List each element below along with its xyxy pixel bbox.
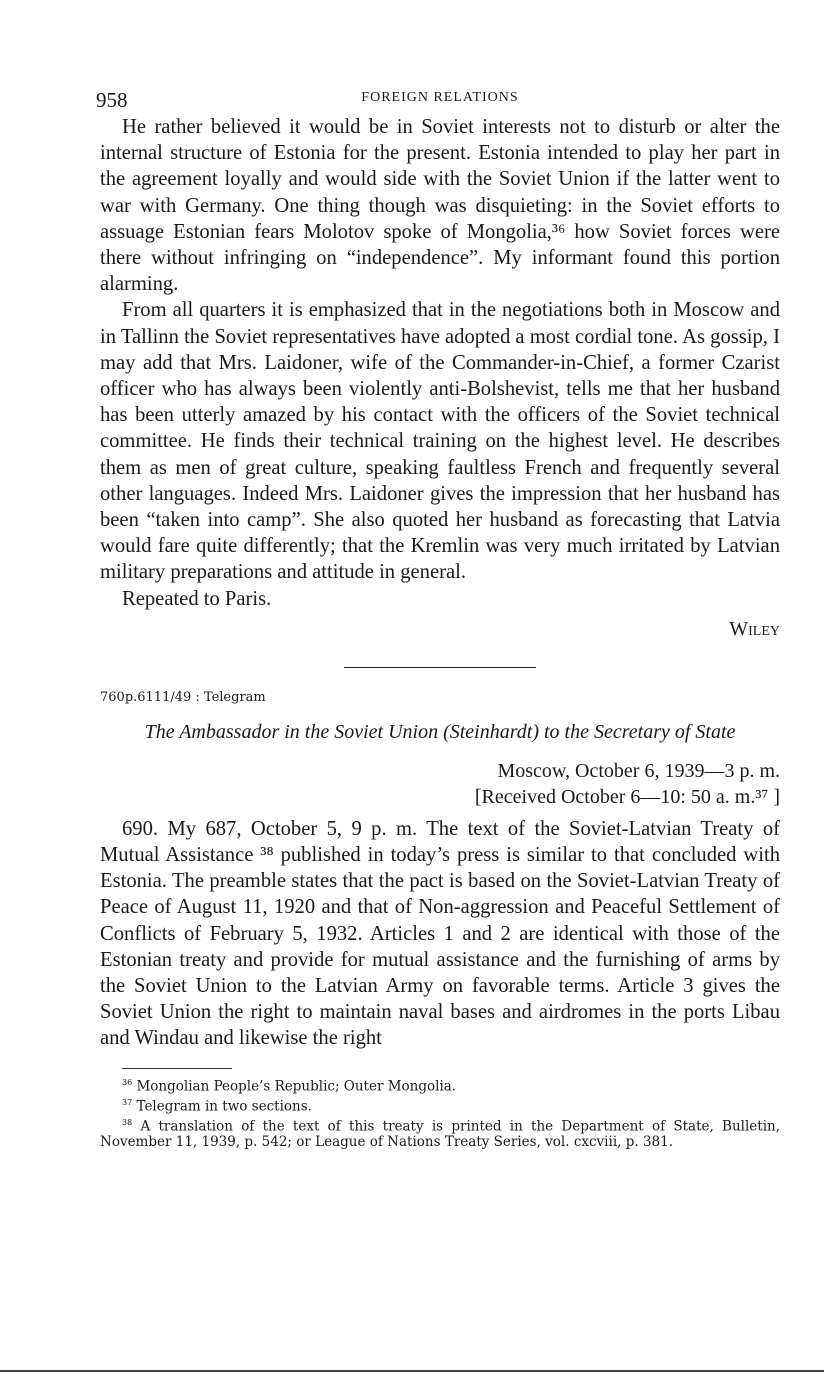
footnotes bbox=[100, 1075, 780, 1151]
footnote-text: Telegram in two sections. bbox=[136, 1098, 312, 1115]
paragraph: 690. My 687, October 5, 9 p. m. The text of the Soviet-Latvian Treaty of Mutual Assistance ³⁸ published in today’s press is similar to that concluded with Estonia. The preamble states that the pact is based on the Soviet-Latvian Treaty of Peace of August 11, 1920 and that of Non-aggression and Peaceful Settlement of Conflicts of February 5, 1932. Articles 1 and 2 are identical with those of the Estonian treaty and provide for mutual assistance and the furnishing of arms by the Soviet Union to the Latvian Army on favorable terms. Article 3 gives the Soviet Union the right to maintain naval bases and airdromes in the ports Libau and Windau and likewise the right bbox=[100, 817, 780, 1050]
document-title: The Ambassador in the Soviet Union (Steinhardt) to the Secretary of State bbox=[144, 720, 736, 743]
footnote bbox=[100, 1115, 780, 1151]
section-divider bbox=[344, 667, 536, 668]
received-line: [Received October 6—10: 50 a. m.³⁷ ] bbox=[474, 785, 780, 808]
telegram-body bbox=[100, 816, 780, 1052]
document-page bbox=[96, 84, 780, 1150]
footnote-text: Mongolian People’s Republic; Outer Mongolia. bbox=[136, 1078, 457, 1095]
file-reference: 760p.6111/49 : Telegram bbox=[100, 689, 266, 705]
page-number: 958 bbox=[96, 88, 128, 112]
dateline: Moscow, October 6, 1939—3 p. m. bbox=[497, 759, 780, 782]
paragraph: From all quarters it is emphasized that in the negotiations both in Moscow and in Tallinn the Soviet representatives have adopted a most cordial tone. As gossip, I may add that Mrs. Laidoner, wife of the Commander-in-Chief, a former Czarist officer who has always been violently anti-Bolshevist, tells me that her husband has been utterly amazed by his contact with the officers of the Soviet technical committee. He finds their technical training on the highest level. He describes them as men of great culture, speaking faultless French and frequently several other languages. Indeed Mrs. Laidoner gives the impression that her husband has been “taken into camp”. She also quoted her husband as forecasting that Latvia would fare quite differently; that the Kremlin was very much irritated by Latvian military preparations and attitude in general. bbox=[100, 299, 780, 584]
continuation-text bbox=[100, 114, 780, 612]
footnote bbox=[100, 1095, 780, 1115]
signature: Wiley bbox=[729, 617, 780, 640]
running-head bbox=[96, 84, 780, 114]
header-title: FOREIGN RELATIONS bbox=[361, 90, 519, 105]
footnote-mark: 36 bbox=[122, 1077, 133, 1087]
paragraph: He rather believed it would be in Soviet interests not to disturb or alter the internal structure of Estonia for the present. Estonia intended to play her part in the agreement loyally and would side with the Soviet Union if the latter went to war with Germany. One thing though was disquieting: in the Soviet efforts to assuage Estonian fears Molotov spoke of Mongolia,³⁶ how Soviet forces were there without infringing on “independence”. My informant found this portion alarming. bbox=[100, 116, 780, 296]
footnote-text: A translation of the text of this treaty is printed in the Department of State, Bulletin, November 11, 1939, p. 542; or League of Nations Treaty Series, vol. cxcviii, p. 381. bbox=[100, 1118, 780, 1150]
footnote-mark: 37 bbox=[122, 1097, 133, 1107]
footnote-mark: 38 bbox=[122, 1117, 133, 1127]
footnote bbox=[100, 1075, 780, 1095]
paragraph: Repeated to Paris. bbox=[122, 587, 272, 610]
page-bottom-edge bbox=[0, 1370, 824, 1372]
footnote-divider bbox=[122, 1068, 232, 1069]
